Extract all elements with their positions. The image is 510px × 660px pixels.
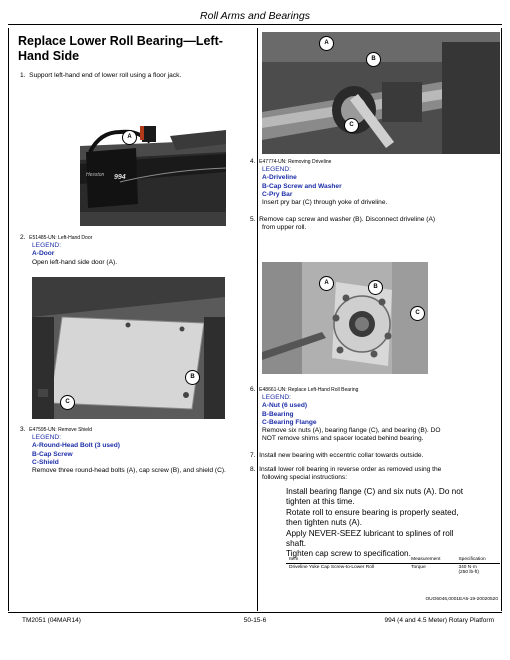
footer-doc-number: TM2051 (04MAR14) [22,617,81,624]
step-text: Remove cap screw and washer (B). Disconnect driveline (A) [259,216,436,223]
step-text-cont: following special instructions: [262,474,348,482]
figure-caption: E47774-UN: Removing Driveline [259,159,332,165]
model-decal: 994 [114,174,126,181]
table-header-row [286,556,500,564]
header-specification: Specification [455,556,500,564]
step-number: 8. [250,466,256,473]
step-number: 6. [250,386,256,393]
section-title: Replace Lower Roll Bearing—Left-Hand Side [18,34,223,63]
photo-remove-shield [32,277,225,419]
right-border [501,28,502,611]
instruction-4: Tighten cap screw to specification. [286,549,411,559]
brand-decal: Hesston [86,172,105,178]
callout-a: A [319,36,334,51]
photo-left-hand-door [80,112,226,226]
callout-a: A [122,130,137,145]
legend-item-a: A-Door [32,250,55,258]
spec-imperial: (250 lb-ft) [458,570,479,575]
cell-item: Driveline Yoke Cap Screw-to-Lower Roll [289,565,375,570]
step-6 [250,386,495,443]
step-3 [20,426,250,475]
step-4 [250,158,490,207]
legend-label: LEGEND: [262,166,291,174]
instruction-3: Apply NEVER-SEEZ lubricant to splines of roll [286,528,454,538]
instruction-1-cont: tighten at this time. [286,497,355,507]
callout-a: A [319,276,334,291]
callout-b: B [368,280,383,295]
specification-table [286,556,500,576]
step-text: Insert pry bar (C) through yoke of driveline. [262,199,388,207]
step-text-cont: NOT remove shims and spacer located behind bearing. [262,435,424,443]
step-2 [20,234,250,267]
step-number: 3. [20,426,26,433]
step-8 [250,466,495,482]
footer-page-number: 50-15-6 [243,617,267,624]
legend-item-c: C-Pry Bar [262,190,293,198]
cell-measurement: Torque [411,565,426,570]
legend-item-a: A-Nut (6 used) [262,402,308,410]
platform-photo [80,112,226,226]
page-header-title: Roll Arms and Bearings [200,10,310,22]
legend-item-c: C-Bearing Flange [262,418,317,426]
step-text: Install lower roll bearing in reverse order as removed using the [259,466,442,473]
photo-removing-driveline [262,32,500,154]
instruction-2: Rotate roll to ensure bearing is properly seated, [286,507,459,517]
legend-item-c: C-Shield [32,458,59,466]
cell-specification [455,564,500,577]
photo-replace-bearing [262,262,428,374]
instruction-1: Install bearing flange (C) and six nuts (A). Do not [286,487,464,496]
bearing-photo [262,262,428,374]
instruction-3-cont: shaft. [286,539,307,549]
special-instructions [286,487,496,560]
document-id: OUO6046,0001EA5-19-20020520 [425,597,498,602]
legend-label: LEGEND: [32,242,61,250]
figure-caption: E47595-UN: Remove Shield [29,427,92,433]
step-number: 5. [250,216,256,223]
instruction-2-cont: then tighten nuts (A). [286,518,363,528]
figure-caption: E48661-UN: Replace Left-Hand Roll Bearing [259,387,359,393]
step-number: 2. [20,234,26,241]
header-rule [8,24,502,25]
callout-c: C [60,395,75,410]
figure-caption: E51485-UN: Left-Hand Door [29,235,93,241]
step-text: Support left-hand end of lower roll using a floor jack. [29,72,182,79]
callout-c: C [410,306,425,321]
step-text: Remove three round-head bolts (A), cap screw (B), and shield (C). [32,467,226,475]
step-text: Install new bearing with eccentric collar towards outside. [259,452,424,459]
callout-b: B [185,370,200,385]
left-border [8,28,9,611]
callout-c: C [344,118,359,133]
legend-item-b: B-Cap Screw [32,450,73,458]
driveline-photo [262,32,500,154]
step-number: 1. [20,72,26,79]
step-text: Remove six nuts (A), bearing flange (C), and bearing (B). DO [262,427,441,435]
step-text-cont: from upper roll. [262,224,307,232]
step-number: 4. [250,158,256,165]
step-text: Open left-hand side door (A). [32,258,118,266]
header-item: Item [286,556,408,564]
legend-label: LEGEND: [32,434,61,442]
legend-item-a: A-Driveline [262,174,297,182]
step-1 [20,72,250,80]
table-row [286,564,500,577]
column-divider [257,28,258,611]
header-measurement: Measurement [408,556,455,564]
legend-item-b: B-Cap Screw and Washer [262,182,342,190]
footer-rule [8,612,502,613]
legend-item-b: B-Bearing [262,410,294,418]
step-5 [250,216,495,232]
footer-model: 994 (4 and 4.5 Meter) Rotary Platform [384,617,494,624]
spec-metric: 340 N·m [458,565,477,570]
step-number: 7. [250,452,256,459]
legend-item-a: A-Round-Head Bolt (3 used) [32,442,120,450]
callout-b: B [366,52,381,67]
legend-label: LEGEND: [262,394,291,402]
step-7 [250,452,495,460]
